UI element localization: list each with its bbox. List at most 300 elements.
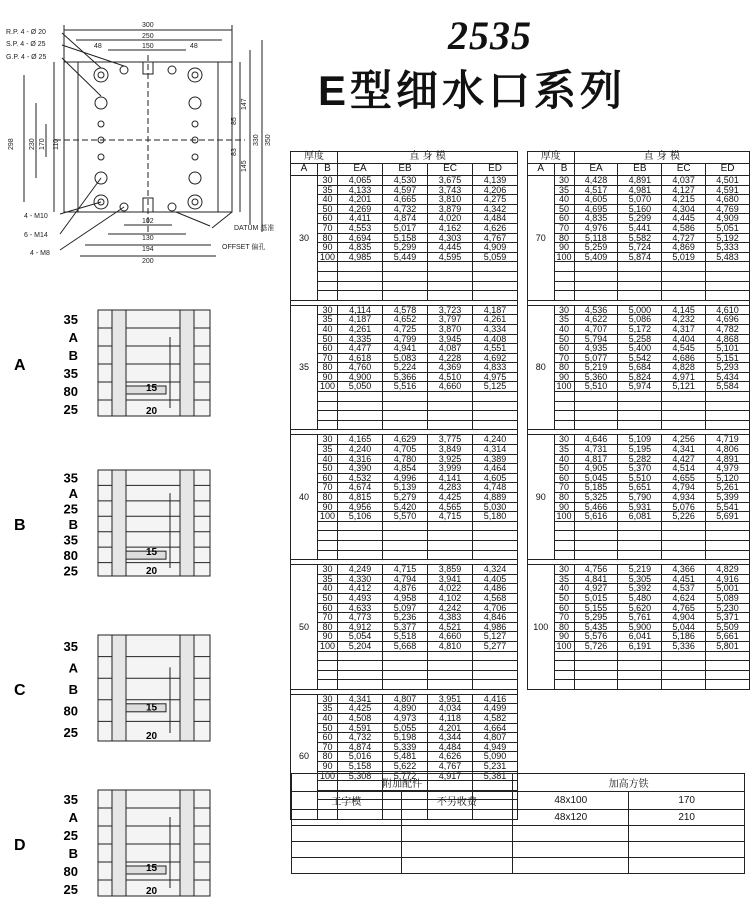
price-cell: 5,874: [618, 252, 662, 262]
col-a-header: A: [528, 164, 555, 176]
price-cell: 4,806: [706, 445, 750, 455]
blank-cell: [574, 651, 618, 661]
blank-row: [291, 271, 518, 281]
price-cell: 4,390: [338, 464, 383, 474]
blank-cell: [383, 401, 428, 411]
blank-cell: [554, 392, 574, 402]
mold-layer-label: 25: [63, 402, 78, 417]
m8-label: 4 - M8: [30, 250, 50, 257]
blank-cell: [318, 531, 338, 541]
b-value: 40: [318, 454, 338, 464]
blank-row: [291, 531, 518, 541]
price-cell: 4,428: [574, 176, 618, 186]
price-cell: 4,275: [473, 195, 518, 205]
price-cell: 4,769: [706, 204, 750, 214]
price-cell: 4,335: [338, 334, 383, 344]
blank-cell: [574, 540, 618, 550]
price-cell: 4,139: [473, 176, 518, 186]
blank-row: [291, 661, 518, 671]
series-title: E型细水口系列: [318, 67, 627, 114]
blank-cell: [554, 540, 574, 550]
price-cell: 4,486: [473, 584, 518, 594]
price-cell: 3,945: [428, 334, 473, 344]
b-value: 30: [554, 305, 574, 315]
b-value: 70: [318, 613, 338, 623]
price-cell: 4,201: [338, 195, 383, 205]
blank-row: [291, 651, 518, 661]
dim-170: 170: [39, 138, 46, 150]
a-value: 40: [291, 435, 318, 560]
col-b-header: B: [318, 164, 338, 176]
price-cell: 4,655: [662, 473, 706, 483]
b-value: 50: [554, 204, 574, 214]
blank-cell: [662, 392, 706, 402]
blank-cell: [574, 680, 618, 690]
table-row: [291, 195, 518, 205]
b-value: 60: [554, 214, 574, 224]
price-cell: 4,732: [383, 204, 428, 214]
price-cell: 4,909: [473, 243, 518, 253]
table-row: [291, 382, 518, 392]
b-value: 50: [318, 723, 338, 733]
price-cell: 4,692: [473, 353, 518, 363]
table-row: [291, 344, 518, 354]
left-price-table: [290, 151, 518, 820]
price-cell: 5,089: [706, 593, 750, 603]
blank-cell: [318, 521, 338, 531]
blank-cell: [473, 392, 518, 402]
price-cell: 4,876: [383, 584, 428, 594]
price-cell: 4,114: [338, 305, 383, 315]
a-value: 80: [528, 305, 555, 430]
dim-298: 298: [8, 138, 15, 150]
blank-cell: [473, 531, 518, 541]
blank-cell: [338, 401, 383, 411]
dim-300: 300: [142, 22, 154, 29]
thickness-header: 厚度: [291, 152, 338, 164]
price-cell: 4,889: [473, 493, 518, 503]
price-cell: 4,334: [473, 324, 518, 334]
b-value: 30: [318, 305, 338, 315]
b-value: 50: [318, 204, 338, 214]
b-value: 30: [554, 176, 574, 186]
price-cell: 5,258: [618, 334, 662, 344]
b-value: 30: [554, 435, 574, 445]
price-cell: 4,829: [706, 565, 750, 575]
price-cell: 4,767: [428, 762, 473, 772]
mold-type-letter: B: [14, 517, 26, 534]
price-cell: 5,510: [574, 382, 618, 392]
b-value: 100: [554, 252, 574, 262]
price-cell: 4,597: [383, 185, 428, 195]
price-cell: 4,917: [428, 771, 473, 781]
dim-150: 150: [142, 43, 154, 50]
blank-row: [291, 401, 518, 411]
blank-cell: [706, 401, 750, 411]
price-cell: 5,435: [574, 622, 618, 632]
blank-row: [528, 550, 750, 560]
b-value: 100: [318, 641, 338, 651]
price-cell: 4,145: [662, 305, 706, 315]
price-cell: 4,874: [338, 742, 383, 752]
blank-row: [291, 420, 518, 430]
blank-cell: [338, 420, 383, 430]
blank-cell: [706, 680, 750, 690]
blank-row: [291, 670, 518, 680]
price-cell: 5,293: [706, 363, 750, 373]
dim-350: 350: [265, 134, 272, 146]
price-cell: 5,219: [618, 565, 662, 575]
price-cell: 5,570: [383, 512, 428, 522]
table-row: [528, 632, 750, 642]
price-cell: 4,782: [706, 324, 750, 334]
b-value: 35: [318, 704, 338, 714]
price-cell: 4,408: [473, 334, 518, 344]
price-cell: 4,916: [706, 574, 750, 584]
blank-cell: [338, 550, 383, 560]
price-cell: 4,904: [662, 613, 706, 623]
blank-cell: [473, 680, 518, 690]
blank-cell: [428, 401, 473, 411]
price-cell: 4,517: [574, 185, 618, 195]
table-row: [528, 613, 750, 623]
price-cell: 5,139: [383, 483, 428, 493]
mold-layer-label: 80: [63, 864, 78, 879]
price-cell: 4,087: [428, 344, 473, 354]
price-cell: 5,466: [574, 502, 618, 512]
b-value: 50: [554, 593, 574, 603]
b-value: 100: [554, 641, 574, 651]
price-cell: 4,905: [574, 464, 618, 474]
b-value: 80: [318, 622, 338, 632]
b-value: 70: [318, 223, 338, 233]
price-cell: 4,935: [574, 344, 618, 354]
b-value: 60: [554, 473, 574, 483]
price-cell: 4,141: [428, 473, 473, 483]
mold-view-a: [0, 308, 215, 423]
price-cell: 5,684: [618, 363, 662, 373]
price-cell: 4,477: [338, 344, 383, 354]
price-cell: 4,102: [428, 593, 473, 603]
b-value: 60: [318, 733, 338, 743]
price-cell: 4,499: [473, 704, 518, 714]
price-cell: 4,493: [338, 593, 383, 603]
blank-cell: [662, 651, 706, 661]
blank-cell: [554, 670, 574, 680]
price-cell: 5,661: [706, 632, 750, 642]
b-value: 40: [554, 195, 574, 205]
table-row: [528, 464, 750, 474]
b-value: 30: [554, 565, 574, 575]
b-value: 70: [554, 353, 574, 363]
price-cell: 5,360: [574, 372, 618, 382]
blank-cell: [662, 401, 706, 411]
price-cell: 5,055: [383, 723, 428, 733]
dim-230: 230: [29, 138, 36, 150]
blank-row: [528, 281, 750, 291]
price-cell: 4,767: [473, 233, 518, 243]
b-value: 90: [318, 762, 338, 772]
price-cell: 4,427: [662, 454, 706, 464]
price-cell: 4,626: [473, 223, 518, 233]
table-row: [528, 195, 750, 205]
accessory-charge: 不另收费: [401, 792, 513, 810]
price-cell: 4,228: [428, 353, 473, 363]
b-value: 40: [554, 584, 574, 594]
price-cell: 4,324: [473, 565, 518, 575]
table-row: [291, 762, 518, 772]
mold-layer-label: 35: [63, 470, 78, 486]
blank-cell: [574, 670, 618, 680]
blank-cell: [473, 521, 518, 531]
price-cell: 4,706: [473, 603, 518, 613]
price-cell: 4,162: [428, 223, 473, 233]
offset-label: OFFSET 偏孔: [222, 244, 266, 251]
price-cell: 5,366: [383, 372, 428, 382]
mold-layer-label: 25: [63, 563, 78, 579]
price-cell: 4,773: [338, 613, 383, 623]
price-cell: 5,044: [662, 622, 706, 632]
price-cell: 5,045: [574, 473, 618, 483]
price-cell: 5,392: [618, 584, 662, 594]
price-cell: 4,799: [383, 334, 428, 344]
b-value: 100: [318, 771, 338, 781]
a-value: 50: [291, 565, 318, 690]
blank-cell: [618, 661, 662, 671]
a-value: 70: [528, 176, 555, 301]
price-cell: 3,797: [428, 315, 473, 325]
price-cell: 5,070: [618, 195, 662, 205]
blank-cell: [554, 262, 574, 272]
price-cell: 4,501: [706, 176, 750, 186]
price-cell: 4,626: [428, 752, 473, 762]
table-row: [291, 733, 518, 743]
blank-cell: [383, 540, 428, 550]
price-cell: 4,484: [428, 742, 473, 752]
price-cell: 5,480: [618, 593, 662, 603]
table-row: [528, 315, 750, 325]
blank-cell: [574, 411, 618, 421]
blank-cell: [662, 420, 706, 430]
mold-layer-label: 25: [63, 725, 78, 741]
table-row: [528, 176, 750, 186]
table-row: [528, 324, 750, 334]
table-row: [291, 593, 518, 603]
price-cell: 4,986: [473, 622, 518, 632]
price-cell: 5,097: [383, 603, 428, 613]
table-row: [291, 632, 518, 642]
table-row: [291, 252, 518, 262]
mold-layer-label: 25: [63, 501, 78, 517]
blank-row: [528, 291, 750, 301]
price-cell: 4,037: [662, 176, 706, 186]
blank-row: [291, 680, 518, 690]
price-cell: 4,330: [338, 574, 383, 584]
blank-cell: [662, 531, 706, 541]
blank-cell: [574, 401, 618, 411]
sp-label: S.P. 4 - Ø 25: [6, 41, 46, 48]
price-cell: 4,624: [662, 593, 706, 603]
b-value: 70: [554, 223, 574, 233]
price-cell: 4,425: [428, 493, 473, 503]
price-cell: 4,660: [428, 382, 473, 392]
blank-cell: [383, 550, 428, 560]
blank-cell: [473, 420, 518, 430]
price-cell: 4,451: [662, 574, 706, 584]
price-cell: 4,249: [338, 565, 383, 575]
price-cell: 4,317: [662, 324, 706, 334]
price-cell: 4,206: [473, 185, 518, 195]
price-cell: 3,999: [428, 464, 473, 474]
blank-row: [528, 521, 750, 531]
table-row: [291, 714, 518, 724]
blank-cell: [318, 680, 338, 690]
price-cell: 4,591: [706, 185, 750, 195]
mold-type-letter: D: [14, 837, 26, 854]
price-cell: 5,761: [618, 613, 662, 623]
price-cell: 4,344: [428, 733, 473, 743]
b-value: 50: [318, 464, 338, 474]
m10-label: 4 - M10: [24, 213, 48, 220]
price-cell: 5,325: [574, 493, 618, 503]
price-cell: 4,065: [338, 176, 383, 186]
price-cell: 5,106: [338, 512, 383, 522]
price-cell: 4,833: [473, 363, 518, 373]
blank-cell: [662, 670, 706, 680]
blank-row: [528, 680, 750, 690]
price-cell: 4,303: [428, 233, 473, 243]
price-cell: 5,434: [706, 372, 750, 382]
accessory-empty: [513, 826, 629, 842]
blank-cell: [383, 661, 428, 671]
price-cell: 4,810: [428, 641, 473, 651]
height-size: 48x100: [513, 792, 629, 810]
table-row: [291, 324, 518, 334]
col-eb-header: EB: [618, 164, 662, 176]
mold-layer-label: 35: [63, 792, 78, 807]
price-cell: 4,595: [428, 252, 473, 262]
blank-cell: [618, 680, 662, 690]
price-cell: 4,794: [662, 483, 706, 493]
price-cell: 4,756: [574, 565, 618, 575]
datum-label: DATUM 基准: [234, 225, 275, 232]
price-cell: 3,849: [428, 445, 473, 455]
col-ea-header: EA: [574, 164, 618, 176]
price-cell: 5,295: [574, 613, 618, 623]
col-a-header: A: [291, 164, 318, 176]
dim-200: 200: [142, 258, 154, 265]
b-value: 70: [318, 742, 338, 752]
blank-cell: [662, 281, 706, 291]
price-cell: 4,514: [662, 464, 706, 474]
blank-cell: [618, 540, 662, 550]
b-value: 90: [554, 372, 574, 382]
price-cell: 4,665: [383, 195, 428, 205]
blank-cell: [473, 550, 518, 560]
price-cell: 6,081: [618, 512, 662, 522]
price-cell: 5,772: [383, 771, 428, 781]
blank-cell: [706, 281, 750, 291]
price-cell: 4,807: [383, 694, 428, 704]
blank-cell: [706, 291, 750, 301]
accessories-header: 附加配件: [292, 774, 513, 792]
table-row: [291, 512, 518, 522]
height-size: 48x120: [513, 810, 629, 826]
accessory-empty: [401, 842, 513, 858]
price-cell: 4,660: [428, 632, 473, 642]
b-value: 80: [318, 233, 338, 243]
b-value: 60: [318, 214, 338, 224]
price-cell: 4,646: [574, 435, 618, 445]
price-cell: 4,971: [662, 372, 706, 382]
blank-cell: [618, 420, 662, 430]
price-cell: 5,541: [706, 502, 750, 512]
m14-label: 6 - M14: [24, 232, 48, 239]
mold-layer-label: B: [68, 517, 78, 532]
blank-cell: [318, 281, 338, 291]
blank-row: [528, 670, 750, 680]
b-value: 30: [318, 565, 338, 575]
col-ea-header: EA: [338, 164, 383, 176]
blank-cell: [554, 291, 574, 301]
blank-cell: [428, 262, 473, 272]
price-cell: 4,127: [662, 185, 706, 195]
blank-cell: [428, 411, 473, 421]
b-value: 70: [554, 613, 574, 623]
price-cell: 4,705: [383, 445, 428, 455]
price-cell: 4,530: [383, 176, 428, 186]
blank-cell: [383, 291, 428, 301]
table-row: [291, 493, 518, 503]
blank-cell: [318, 651, 338, 661]
price-cell: 5,509: [706, 622, 750, 632]
blank-cell: [554, 281, 574, 291]
b-value: 50: [318, 593, 338, 603]
price-cell: 5,668: [383, 641, 428, 651]
a-value: 30: [291, 176, 318, 301]
blank-row: [528, 661, 750, 671]
table-row: [291, 315, 518, 325]
blank-row: [291, 291, 518, 301]
price-cell: 5,377: [383, 622, 428, 632]
price-cell: 4,695: [574, 204, 618, 214]
price-cell: 4,652: [383, 315, 428, 325]
price-cell: 4,261: [473, 315, 518, 325]
price-cell: 6,191: [618, 641, 662, 651]
price-cell: 4,979: [706, 464, 750, 474]
price-cell: 4,680: [706, 195, 750, 205]
col-ec-header: EC: [428, 164, 473, 176]
b-value: 30: [318, 435, 338, 445]
blank-cell: [318, 411, 338, 421]
blank-cell: [428, 420, 473, 430]
accessory-empty: [629, 842, 745, 858]
table-row: [291, 464, 518, 474]
blank-cell: [706, 271, 750, 281]
b-value: 50: [554, 464, 574, 474]
price-cell: 4,610: [706, 305, 750, 315]
blank-cell: [318, 291, 338, 301]
blank-cell: [338, 262, 383, 272]
price-cell: 4,412: [338, 584, 383, 594]
price-cell: 4,707: [574, 324, 618, 334]
mold-inner-label: 20: [146, 731, 158, 742]
b-value: 40: [554, 324, 574, 334]
price-cell: 5,158: [338, 762, 383, 772]
price-cell: 5,077: [574, 353, 618, 363]
mold-inner-label: 15: [146, 863, 158, 874]
accessory-empty: [401, 810, 513, 826]
